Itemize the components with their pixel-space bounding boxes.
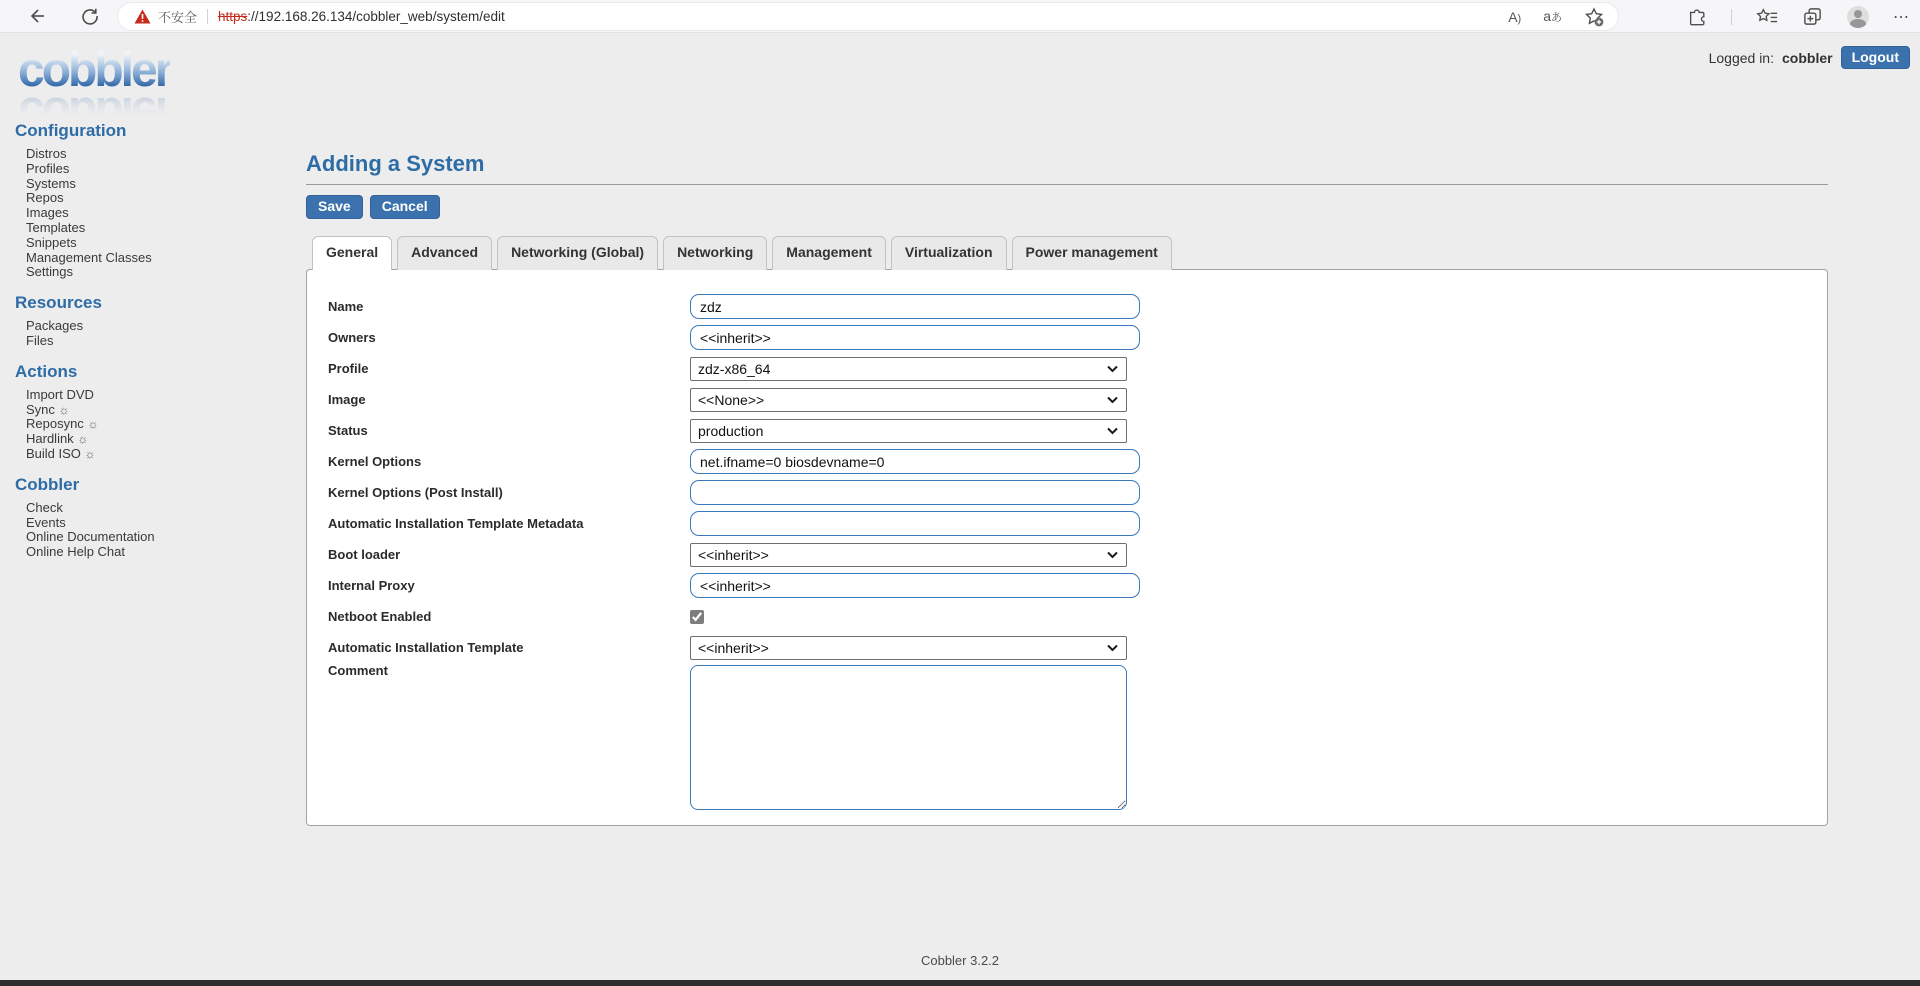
url-scheme-strikethrough: https (218, 9, 248, 24)
save-button[interactable]: Save (306, 195, 363, 219)
cancel-button[interactable]: Cancel (370, 195, 440, 219)
sidebar-section-cobbler: Cobbler (15, 474, 80, 494)
sidebar-item-hardlink[interactable]: Hardlink ☼ (26, 431, 89, 447)
form-row (307, 508, 1827, 539)
status-label: Status (328, 423, 368, 438)
favorites-bar-icon[interactable] (1756, 7, 1778, 27)
boot-loader-label: Boot loader (328, 547, 401, 562)
form-row (307, 415, 1827, 446)
title-divider (306, 184, 1828, 185)
gear-icon: ☼ (77, 432, 89, 447)
sidebar-item-distros[interactable]: Distros (26, 146, 67, 161)
add-favorite-icon[interactable] (1584, 7, 1604, 27)
translate-icon[interactable]: aあ (1543, 8, 1562, 24)
address-bar[interactable] (118, 3, 1618, 30)
url-text[interactable] (218, 9, 1508, 24)
version-footer: Cobbler 3.2.2 (920, 953, 1000, 968)
form-row (307, 446, 1827, 477)
sidebar-item-repos[interactable]: Repos (26, 190, 64, 206)
sidebar-item-events[interactable]: Events (26, 514, 66, 530)
sidebar-item-templates[interactable]: Templates (26, 219, 86, 235)
back-icon[interactable] (27, 6, 47, 26)
sidebar-item-import-dvd[interactable]: Import DVD (26, 386, 94, 402)
toolbar-separator (1731, 9, 1732, 25)
profile-label: Profile (328, 361, 369, 376)
boot-loader-select-value: <<inherit>> (698, 546, 769, 563)
autoinstall-template-label: Automatic Installation Template (328, 640, 524, 655)
tab-networking-global[interactable]: Networking (Global) (497, 236, 658, 270)
netboot-enabled-checkbox[interactable] (690, 610, 704, 624)
profile-avatar[interactable] (1847, 6, 1869, 28)
autoinstall-template-select[interactable] (690, 636, 1127, 660)
settings-more-icon[interactable]: ⋯ (1893, 8, 1910, 26)
image-select[interactable] (690, 388, 1127, 412)
cobbler-page (0, 33, 1920, 980)
form-row (307, 291, 1827, 322)
logged-in-username: cobbler (1782, 49, 1833, 66)
main-content (306, 33, 1920, 826)
tab-content-panel (306, 269, 1828, 826)
status-select[interactable] (690, 419, 1127, 443)
kernel-options-label: Kernel Options (328, 454, 422, 469)
form-row (307, 539, 1827, 570)
collections-icon[interactable] (1802, 6, 1823, 27)
sidebar-section-configuration: Configuration (15, 121, 127, 140)
form-row (307, 663, 1827, 810)
gear-icon: ☼ (58, 402, 70, 417)
not-secure-warning-icon (134, 9, 151, 24)
tab-advanced[interactable]: Advanced (397, 236, 492, 270)
sidebar-item-management-classes[interactable]: Management Classes (26, 249, 152, 265)
netboot-enabled-label: Netboot Enabled (328, 609, 432, 624)
page-title: Adding a System (306, 151, 485, 176)
comment-label: Comment (328, 663, 388, 678)
gear-icon: ☼ (87, 417, 99, 432)
owners-input[interactable] (690, 325, 1140, 350)
chevron-down-icon (1107, 644, 1118, 652)
name-input[interactable] (690, 294, 1140, 319)
chevron-down-icon (1107, 396, 1118, 404)
profile-select-value: zdz-x86_64 (698, 360, 771, 377)
browser-toolbar (0, 0, 1920, 33)
sidebar-item-files[interactable]: Files (26, 332, 54, 348)
internal-proxy-label: Internal Proxy (328, 578, 415, 593)
comment-textarea[interactable] (690, 665, 1127, 810)
kernel-options-post-install-input[interactable] (690, 480, 1140, 505)
form-row (307, 601, 1827, 632)
tab-power-management[interactable]: Power management (1012, 236, 1172, 270)
gear-icon: ☼ (84, 446, 96, 461)
sidebar-item-online-help-chat[interactable]: Online Help Chat (26, 544, 125, 560)
login-status (1709, 46, 1910, 69)
sidebar-item-reposync[interactable]: Reposync ☼ (26, 416, 99, 432)
cobbler-logo: cobbler (18, 44, 171, 97)
sidebar-item-packages[interactable]: Packages (26, 318, 84, 334)
tab-networking[interactable]: Networking (663, 236, 767, 270)
tab-management[interactable]: Management (772, 236, 886, 270)
form-row (307, 477, 1827, 508)
address-bar-separator (207, 9, 208, 24)
extensions-icon[interactable] (1687, 7, 1707, 27)
logged-in-label: Logged in: (1708, 49, 1774, 66)
image-select-value: <<None>> (698, 391, 765, 408)
autoinstall-template-select-value: <<inherit>> (698, 639, 769, 656)
url-rest: ://192.168.26.134/cobbler_web/system/edit (247, 9, 505, 24)
sidebar-item-profiles[interactable]: Profiles (26, 160, 70, 176)
sidebar-item-images[interactable]: Images (26, 205, 69, 221)
tab-bar (306, 236, 1828, 270)
kernel-options-input[interactable] (690, 449, 1140, 474)
refresh-icon[interactable] (80, 6, 100, 26)
owners-label: Owners (328, 330, 376, 345)
sidebar-item-sync[interactable]: Sync ☼ (26, 401, 70, 417)
sidebar-item-build-iso[interactable]: Build ISO ☼ (26, 445, 96, 461)
status-select-value: production (698, 422, 764, 439)
sidebar-section-resources: Resources (15, 293, 102, 313)
kernel-options-post-install-label: Kernel Options (Post Install) (328, 485, 503, 500)
profile-select[interactable] (690, 357, 1127, 381)
chevron-down-icon (1107, 551, 1118, 559)
sidebar-item-settings[interactable]: Settings (26, 264, 73, 280)
boot-loader-select[interactable] (690, 543, 1127, 567)
sidebar-item-check[interactable]: Check (26, 499, 63, 515)
sidebar-section-actions: Actions (15, 361, 78, 381)
sidebar (0, 33, 306, 826)
form-row (307, 322, 1827, 353)
autoinstall-template-metadata-label: Automatic Installation Template Metadata (328, 516, 584, 531)
not-secure-label: 不安全 (158, 10, 198, 25)
internal-proxy-input[interactable] (690, 573, 1140, 598)
chevron-down-icon (1107, 365, 1118, 373)
sidebar-item-snippets[interactable]: Snippets (26, 234, 77, 250)
tab-general[interactable]: General (312, 236, 392, 270)
logout-button[interactable]: Logout (1841, 46, 1910, 69)
sidebar-item-systems[interactable]: Systems (26, 175, 76, 191)
autoinstall-template-metadata-input[interactable] (690, 511, 1140, 536)
form-row (307, 570, 1827, 601)
form-row (307, 353, 1827, 384)
chevron-down-icon (1107, 427, 1118, 435)
form-row (307, 384, 1827, 415)
sidebar-item-online-documentation[interactable]: Online Documentation (26, 529, 155, 545)
image-label: Image (328, 392, 366, 407)
tab-virtualization[interactable]: Virtualization (891, 236, 1007, 270)
form-row (307, 632, 1827, 663)
read-aloud-icon[interactable]: A) (1508, 8, 1522, 25)
name-label: Name (328, 299, 364, 314)
bottom-edge-strip (0, 980, 1920, 986)
